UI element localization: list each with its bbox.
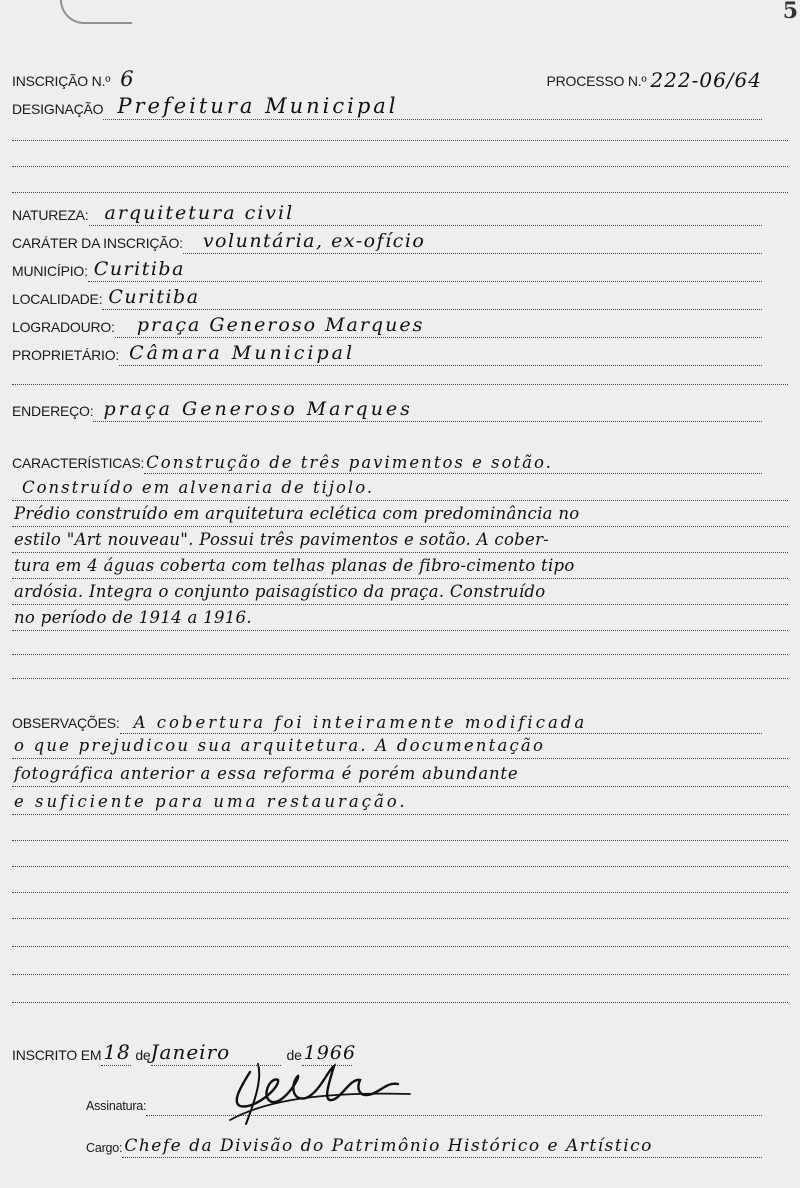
caracteristicas-field	[144, 447, 762, 474]
processo-label: PROCESSO N.º	[546, 73, 647, 89]
cargo-label: Cargo:	[86, 1141, 123, 1155]
natureza-label: NATUREZA:	[12, 207, 89, 223]
caracteristicas-line: Construção de três pavimentos e sotão.	[146, 453, 553, 472]
natureza-value: arquitetura civil	[104, 202, 295, 224]
caracteristicas-line: no período de 1914 a 1916.	[14, 608, 252, 627]
caracteristicas-line: Construído em alvenaria de tijolo.	[22, 478, 375, 497]
carater-value: voluntária, ex-ofício	[202, 230, 426, 252]
processo-field	[546, 68, 762, 92]
observacoes-line: fotográfica anterior a essa reforma é porém abundante	[14, 764, 519, 783]
observacoes-label: OBSERVAÇÕES:	[12, 715, 120, 731]
observacoes-line: o que prejudicou sua arquitetura. A documentação	[14, 736, 546, 755]
municipio-value: Curitiba	[93, 258, 185, 280]
localidade-row	[12, 284, 762, 310]
municipio-label: MUNICÍPIO:	[12, 263, 88, 279]
ruled-line	[12, 758, 788, 759]
logradouro-value: praça Generoso Marques	[136, 314, 425, 336]
designacao-field	[103, 93, 762, 120]
inscrito-year: 1966	[303, 1042, 357, 1064]
ruled-line	[12, 500, 788, 501]
proprietario-value: Câmara Municipal	[129, 342, 356, 364]
inscrito-month: Janeiro	[150, 1040, 231, 1064]
ruled-line	[12, 678, 788, 679]
inscricao-label: INSCRIÇÃO N.º	[12, 73, 111, 89]
blank-line	[12, 166, 788, 167]
localidade-value: Curitiba	[108, 286, 200, 308]
signature	[210, 1058, 420, 1128]
caracteristicas-line: estilo "Art nouveau". Possui três pavimentos e sotão. A cober-	[14, 530, 550, 549]
natureza-field	[89, 199, 763, 226]
inscrito-day: 18	[103, 1040, 131, 1064]
carater-field	[183, 227, 762, 254]
blank-line	[12, 192, 788, 193]
observacoes-line: e suficiente para uma restauração.	[14, 792, 408, 811]
proprietario-row	[12, 340, 762, 366]
caracteristicas-line: Prédio construído em arquitetura eclética com predominância no	[14, 504, 580, 523]
inscrito-label: INSCRITO EM	[12, 1047, 102, 1063]
assinatura-row	[86, 1090, 762, 1116]
ruled-line	[12, 840, 788, 841]
logradouro-label: LOGRADOURO:	[12, 319, 115, 335]
proprietario-label: PROPRIETÁRIO:	[12, 347, 120, 363]
caracteristicas-row	[12, 448, 762, 474]
blank-line	[12, 384, 788, 385]
natureza-row	[12, 200, 762, 226]
ruled-line	[12, 946, 788, 947]
caracteristicas-label: CARACTERÍSTICAS:	[12, 455, 145, 471]
ruled-line	[12, 578, 788, 579]
ruled-line	[12, 1002, 788, 1003]
observacoes-field	[120, 707, 762, 734]
carater-label: CARÁTER DA INSCRIÇÃO:	[12, 235, 183, 251]
ruled-line	[12, 526, 788, 527]
corner-mark	[60, 0, 132, 24]
cargo-value: Chefe da Divisão do Patrimônio Histórico e Artístico	[124, 1136, 653, 1156]
localidade-label: LOCALIDADE:	[12, 291, 103, 307]
cargo-field	[122, 1131, 762, 1158]
ruled-line	[12, 786, 788, 787]
designacao-value: Prefeitura Municipal	[117, 94, 399, 118]
ruled-line	[12, 974, 788, 975]
assinatura-label: Assinatura:	[86, 1099, 147, 1113]
logradouro-field	[115, 311, 762, 338]
caracteristicas-line: tura em 4 águas coberta com telhas planas de fibro-cimento tipo	[14, 556, 575, 575]
designacao-label: DESIGNAÇÃO	[12, 101, 104, 117]
cargo-row	[86, 1132, 762, 1158]
carater-row	[12, 228, 762, 254]
ruled-line	[12, 814, 788, 815]
ruled-line	[12, 552, 788, 553]
proprietario-field	[119, 339, 762, 366]
ruled-line	[12, 918, 788, 919]
endereco-row	[12, 396, 762, 422]
logradouro-row	[12, 312, 762, 338]
ruled-line	[12, 866, 788, 867]
inscricao-field	[110, 66, 500, 92]
inscricao-value: 6	[120, 67, 135, 91]
caracteristicas-line: ardósia. Integra o conjunto paisagístico da praça. Construído	[14, 582, 546, 601]
ruled-line	[12, 654, 788, 655]
endereco-label: ENDEREÇO:	[12, 403, 94, 419]
ruled-line	[12, 630, 788, 631]
inscrito-de-label: de	[135, 1047, 151, 1063]
inscricao-row	[12, 66, 500, 92]
observacoes-row	[12, 708, 762, 734]
blank-line	[12, 140, 788, 141]
municipio-row	[12, 256, 762, 282]
ruled-line	[12, 892, 788, 893]
endereco-value: praça Generoso Marques	[103, 398, 413, 420]
localidade-field	[102, 283, 762, 310]
inscrito-day-field	[101, 1039, 131, 1066]
ruled-line	[12, 604, 788, 605]
endereco-field	[93, 395, 762, 422]
designacao-row	[12, 94, 762, 120]
processo-value: 222-06/64	[650, 68, 762, 92]
page-number: 5	[782, 0, 798, 24]
municipio-field	[88, 255, 762, 282]
observacoes-line: A cobertura foi inteiramente modificada	[133, 713, 588, 732]
inscrito-de-label: de	[286, 1047, 302, 1063]
